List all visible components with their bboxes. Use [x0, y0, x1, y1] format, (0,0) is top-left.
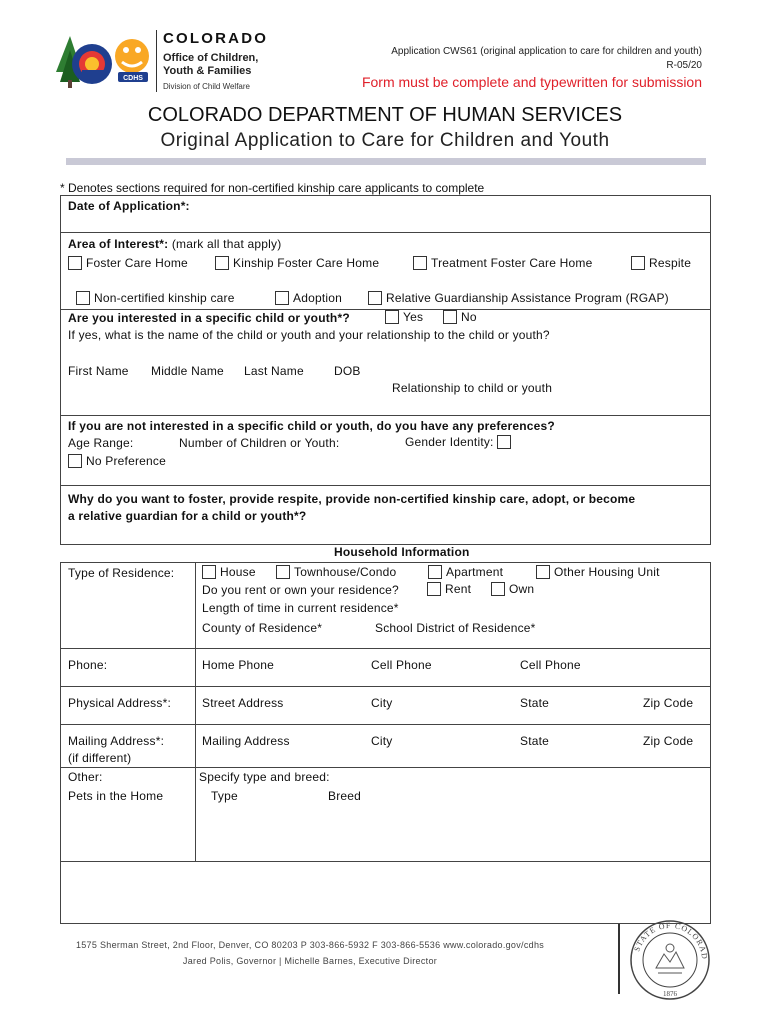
specify-type-breed-label: Specify type and breed: — [199, 770, 330, 784]
adoption-checkbox[interactable] — [275, 291, 289, 305]
residence-townhouse[interactable]: Townhouse/Condo — [276, 565, 396, 579]
residence-house[interactable]: House — [202, 565, 256, 579]
cell-phone-label-1: Cell Phone — [371, 658, 432, 672]
rent-checkbox[interactable] — [427, 582, 441, 596]
non-certified-kinship-checkbox[interactable] — [76, 291, 90, 305]
why-question-line-1: Why do you want to foster, provide respite, provide non-certified kinship care, adopt, or become — [68, 492, 636, 506]
treatment-foster-checkbox[interactable] — [413, 256, 427, 270]
middle-name-label: Middle Name — [151, 364, 224, 378]
physical-city-label: City — [371, 696, 393, 710]
physical-zip-label: Zip Code — [643, 696, 694, 710]
colorado-logo-icon — [52, 28, 156, 94]
page-subtitle: Original Application to Care for Children and Youth — [160, 130, 610, 151]
no-checkbox[interactable] — [443, 310, 457, 324]
gender-identity-line — [405, 435, 515, 449]
specific-child-question: Are you interested in a specific child or youth*? — [68, 311, 350, 325]
gender-identity-checkbox[interactable] — [497, 435, 511, 449]
application-line: Application CWS61 (original application to care for children and youth) — [391, 46, 702, 57]
mailing-address-field-label: Mailing Address — [202, 734, 290, 748]
seal-year: 1876 — [663, 990, 677, 998]
foster-care-checkbox[interactable] — [68, 256, 82, 270]
date-of-application-label: Date of Application*: — [68, 199, 190, 213]
no-preference-option[interactable]: No Preference — [68, 454, 166, 468]
home-phone-label: Home Phone — [202, 658, 275, 672]
household-heading: Household Information — [334, 545, 470, 559]
residence-other[interactable]: Other Housing Unit — [536, 565, 660, 579]
rent-own-question: Do you rent or own your residence? — [202, 583, 399, 597]
rent-option[interactable]: Rent — [427, 582, 471, 596]
mailing-city-label: City — [371, 734, 393, 748]
street-address-label: Street Address — [202, 696, 284, 710]
submission-instruction: Form must be complete and typewritten for submission — [361, 74, 702, 90]
area-of-interest-hint: (mark all that apply) — [168, 237, 282, 251]
logo-wordmark: COLORADO — [163, 30, 269, 47]
cell-phone-label-2: Cell Phone — [520, 658, 581, 672]
specific-child-followup: If yes, what is the name of the child or youth and your relationship to the child or youth? — [68, 328, 550, 342]
logo-badge-text: CDHS — [123, 75, 143, 82]
kinship-foster-checkbox[interactable] — [215, 256, 229, 270]
revision-code: R-05/20 — [666, 60, 702, 71]
pets-label: Pets in the Home — [68, 789, 164, 803]
own-checkbox[interactable] — [491, 582, 505, 596]
area-of-interest-line — [68, 237, 281, 251]
logo-division-line: Division of Child Welfare — [163, 82, 250, 91]
option-foster-care-home[interactable]: Foster Care Home — [68, 256, 188, 270]
house-checkbox[interactable] — [202, 565, 216, 579]
apartment-checkbox[interactable] — [428, 565, 442, 579]
own-option[interactable]: Own — [491, 582, 534, 596]
physical-state-label: State — [520, 696, 550, 710]
townhouse-checkbox[interactable] — [276, 565, 290, 579]
logo-youth-line: Youth & Families — [163, 65, 252, 77]
residence-apartment[interactable]: Apartment — [428, 565, 503, 579]
date-of-application-field[interactable] — [230, 198, 700, 228]
logo-office-line: Office of Children, — [163, 52, 259, 64]
county-label: County of Residence* — [202, 621, 323, 635]
type-of-residence-label: Type of Residence: — [68, 566, 175, 580]
yes-checkbox[interactable] — [385, 310, 399, 324]
no-preference-checkbox[interactable] — [68, 454, 82, 468]
title-rule — [66, 158, 706, 165]
pet-breed-label: Breed — [328, 789, 362, 803]
other-label: Other: — [68, 770, 103, 784]
mailing-state-label: State — [520, 734, 550, 748]
option-kinship-foster-care-home[interactable]: Kinship Foster Care Home — [215, 256, 379, 270]
state-seal — [628, 918, 712, 1002]
mailing-zip-label: Zip Code — [643, 734, 694, 748]
specific-child-no[interactable]: No — [443, 310, 477, 324]
why-question-line-2: a relative guardian for a child or youth*? — [68, 509, 307, 523]
option-rgap[interactable]: Relative Guardianship Assistance Program (RGAP) — [368, 291, 669, 305]
seal-divider — [618, 924, 620, 994]
specific-child-question-line — [68, 311, 350, 325]
respite-checkbox[interactable] — [631, 256, 645, 270]
physical-address-label: Physical Address*: — [68, 696, 171, 710]
seal-text: STATE OF COLORAD — [632, 920, 710, 961]
svg-text:STATE OF COLORADO — [628, 918, 709, 960]
other-housing-checkbox[interactable] — [536, 565, 550, 579]
pet-type-label: Type — [211, 789, 238, 803]
first-name-label: First Name — [68, 364, 129, 378]
mailing-if-different: (if different) — [68, 751, 132, 765]
option-non-certified-kinship[interactable]: Non-certified kinship care — [76, 291, 235, 305]
logo-divider — [156, 30, 157, 92]
option-respite[interactable]: Respite — [631, 256, 691, 270]
required-note: * Denotes sections required for non-certified kinship care applicants to complete — [60, 181, 485, 195]
mailing-address-label: Mailing Address*: — [68, 734, 165, 748]
area-of-interest-label: Area of Interest*: — [68, 237, 169, 251]
preferences-question: If you are not interested in a specific child or youth, do you have any preferences? — [68, 419, 555, 433]
number-children-label: Number of Children or Youth: — [179, 436, 340, 450]
gender-identity-label: Gender Identity: — [405, 435, 494, 449]
phone-label: Phone: — [68, 658, 108, 672]
state-seal-icon — [628, 918, 712, 1002]
agency-logo — [52, 28, 292, 98]
dob-label: DOB — [334, 364, 361, 378]
option-treatment-foster-care-home[interactable]: Treatment Foster Care Home — [413, 256, 592, 270]
option-adoption[interactable]: Adoption — [275, 291, 342, 305]
page-title: COLORADO DEPARTMENT OF HUMAN SERVICES — [147, 104, 623, 126]
rgap-checkbox[interactable] — [368, 291, 382, 305]
school-district-label: School District of Residence* — [375, 621, 536, 635]
footer-officials: Jared Polis, Governor | Michelle Barnes, Executive Director — [182, 956, 438, 966]
relationship-label: Relationship to child or youth — [392, 381, 553, 395]
age-range-label: Age Range: — [68, 436, 134, 450]
footer-address: 1575 Sherman Street, 2nd Floor, Denver, CO 80203 P 303-866-5932 F 303-866-5536 www.colorado.gov/cdhs — [75, 940, 545, 950]
last-name-label: Last Name — [244, 364, 304, 378]
specific-child-yes[interactable]: Yes — [385, 310, 423, 324]
length-of-time-label: Length of time in current residence* — [202, 601, 399, 615]
